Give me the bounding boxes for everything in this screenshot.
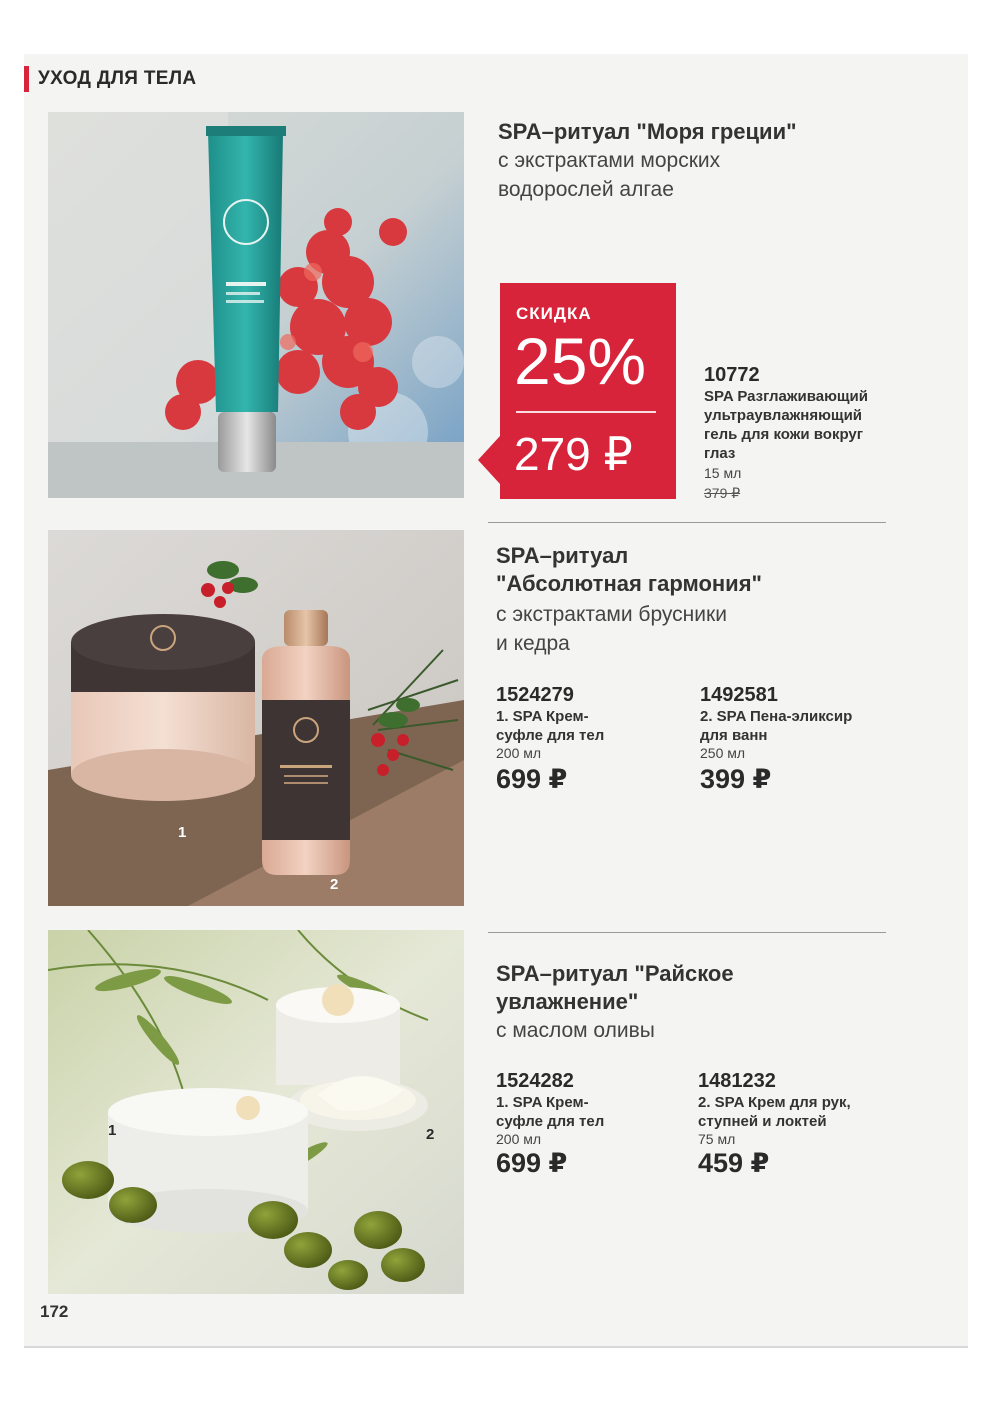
ritual-1-subtitle: с экстрактами морских водорослей алгае <box>498 149 721 201</box>
discount-price: 279 ₽ <box>514 428 633 480</box>
product-photo-sea-ritual <box>48 112 464 498</box>
product-code: 10772 <box>704 364 760 386</box>
photo-label-1: 1 <box>108 1122 117 1139</box>
photo-label-2: 2 <box>330 876 339 893</box>
product-code: 1481232 <box>698 1070 776 1092</box>
product-price: 399 ₽ <box>700 764 772 794</box>
product-name: 1. SPA Крем- суфле для тел <box>496 708 605 744</box>
product-code: 1492581 <box>700 684 778 706</box>
section-divider <box>488 522 886 523</box>
discount-badge-pointer <box>478 436 500 484</box>
ritual-3-subtitle: с маслом оливы <box>496 1019 655 1042</box>
product-price: 699 ₽ <box>496 764 568 794</box>
product-code: 1524279 <box>496 684 574 706</box>
discount-percent: 25% <box>514 324 647 398</box>
photo-label-1: 1 <box>178 824 187 841</box>
product-volume: 15 мл <box>704 465 742 481</box>
product-volume: 75 мл <box>698 1131 736 1147</box>
product-name: 1. SPA Крем- суфле для тел <box>496 1094 605 1130</box>
product-photo-paradise-ritual <box>48 930 464 1294</box>
section-accent-bar <box>24 66 29 92</box>
ritual-2-title: SPA–ритуал "Абсолютная гармония" <box>496 543 762 596</box>
badge-divider <box>516 411 656 413</box>
discount-label: СКИДКА <box>516 304 592 323</box>
product-name: SPA Разглаживающий ультраувлажняющий гель для кожи вокруг глаз <box>704 388 869 462</box>
product-volume: 200 мл <box>496 745 542 761</box>
ritual-3-title: SPA–ритуал "Райское увлажнение" <box>496 961 734 1014</box>
page-edge <box>24 1346 968 1348</box>
ritual-2-subtitle: с экстрактами брусники и кедра <box>496 603 727 655</box>
product-price: 459 ₽ <box>698 1148 770 1178</box>
product-name: 2. SPA Пена-эликсир для ванн <box>700 708 853 744</box>
product-name: 2. SPA Крем для рук, ступней и локтей <box>698 1094 851 1130</box>
section-divider <box>488 932 886 933</box>
product-volume: 250 мл <box>700 745 746 761</box>
product-photo-harmony-ritual <box>48 530 464 906</box>
product-price: 699 ₽ <box>496 1148 568 1178</box>
old-price: 379 ₽ <box>704 485 741 501</box>
product-code: 1524282 <box>496 1070 574 1092</box>
product-volume: 200 мл <box>496 1131 542 1147</box>
page-number: 172 <box>40 1302 69 1321</box>
ritual-1-title: SPA–ритуал "Моря греции" <box>498 119 797 144</box>
section-title: УХОД ДЛЯ ТЕЛА <box>38 68 197 89</box>
photo-label-2: 2 <box>426 1126 435 1143</box>
